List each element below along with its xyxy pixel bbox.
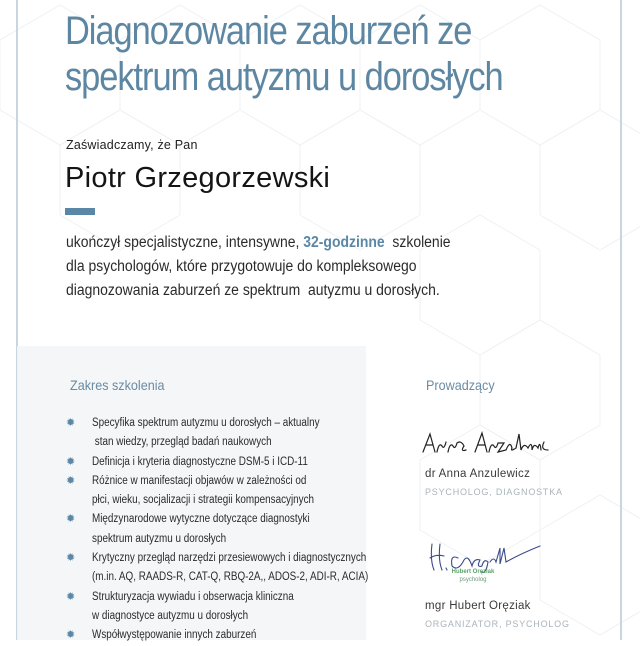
right-border-line — [620, 0, 622, 640]
starburst-bullet-icon: ✹ — [66, 629, 76, 642]
list-item-text: (m.in. AQ, RAADS-R, CAT-Q, RBQ-2A,, ADOS-2, ADI-R, ACIA) — [92, 571, 369, 584]
leader-name: mgr Hubert Oręziak — [425, 600, 531, 612]
starburst-bullet-icon: ✹ — [66, 590, 76, 603]
list-item — [66, 414, 366, 453]
leaders-heading: Prowadzący — [426, 377, 495, 393]
list-item — [66, 472, 366, 511]
starburst-bullet-icon: ✹ — [66, 417, 76, 429]
stamp — [450, 568, 496, 584]
description — [66, 231, 451, 303]
description-line-1 — [66, 231, 451, 255]
signature-anna-anzulewicz — [420, 428, 550, 458]
list-item-text: w diagnostyce autyzmu u dorosłych — [92, 609, 249, 622]
leader-name: dr Anna Anzulewicz — [425, 468, 531, 480]
leader-role: PSYCHOLOG, DIAGNOSTKA — [425, 487, 563, 497]
list-item-text: Strukturyzacja wywiadu i obserwacja kliniczna — [92, 590, 294, 603]
description-line-2: dla psychologów, które przygotowuje do kompleksowego — [66, 258, 417, 275]
list-item — [66, 588, 366, 627]
list-item-text: Różnice w manifestacji objawów w zależności od — [92, 474, 307, 487]
stamp-role: psycholog — [459, 577, 487, 583]
title-line-1: Diagnozowanie zaburzeń ze — [65, 9, 472, 53]
title-line-2: spektrum autyzmu u dorosłych — [65, 55, 503, 99]
hours-highlight: 32-godzinne — [303, 234, 385, 251]
recipient-name: Piotr Grzegorzewski — [65, 162, 331, 194]
description-text: ukończył specjalistyczne, intensywne, — [66, 234, 304, 251]
list-item-text: Definicja i kryteria diagnostyczne DSM-5 i ICD-11 — [92, 455, 308, 468]
accent-bar — [65, 208, 95, 215]
list-item-text: Krytyczny przegląd narzędzi przesiewowych i diagnostycznych — [92, 552, 367, 565]
certificate-title — [65, 8, 503, 100]
scope-list — [66, 414, 369, 646]
starburst-bullet-icon: ✹ — [66, 552, 76, 565]
list-item — [66, 549, 369, 588]
list-item-text: stan wiedzy, przegląd badań naukowych — [92, 436, 272, 449]
list-item-text: Współwystępowanie innych zaburzeń — [92, 629, 257, 642]
starburst-bullet-icon: ✹ — [66, 474, 76, 487]
list-item-text: Międzynarodowe wytyczne dotyczące diagnostyki — [92, 513, 310, 526]
list-item-text: spektrum autyzmu u dorosłych — [92, 532, 227, 545]
list-item-text: Specyfika spektrum autyzmu u dorosłych – aktualny — [92, 417, 320, 429]
stamp-name: Hubert Oręziak — [451, 569, 495, 575]
list-item — [66, 453, 366, 472]
list-item — [66, 510, 366, 549]
description-text: szkolenie — [384, 234, 451, 251]
description-line-3: diagnozowania zaburzeń ze spektrum autyzmu u dorosłych. — [66, 282, 440, 299]
starburst-bullet-icon: ✹ — [66, 513, 76, 526]
scope-heading: Zakres szkolenia — [70, 377, 165, 393]
list-item-text: płci, wieku, socjalizacji i strategii kompensacyjnych — [92, 494, 315, 507]
leader-role: ORGANIZATOR, PSYCHOLOG — [425, 619, 570, 629]
starburst-bullet-icon: ✹ — [66, 455, 76, 468]
intro-text: Zaświadczamy, że Pan — [66, 138, 198, 152]
list-item — [66, 626, 366, 645]
